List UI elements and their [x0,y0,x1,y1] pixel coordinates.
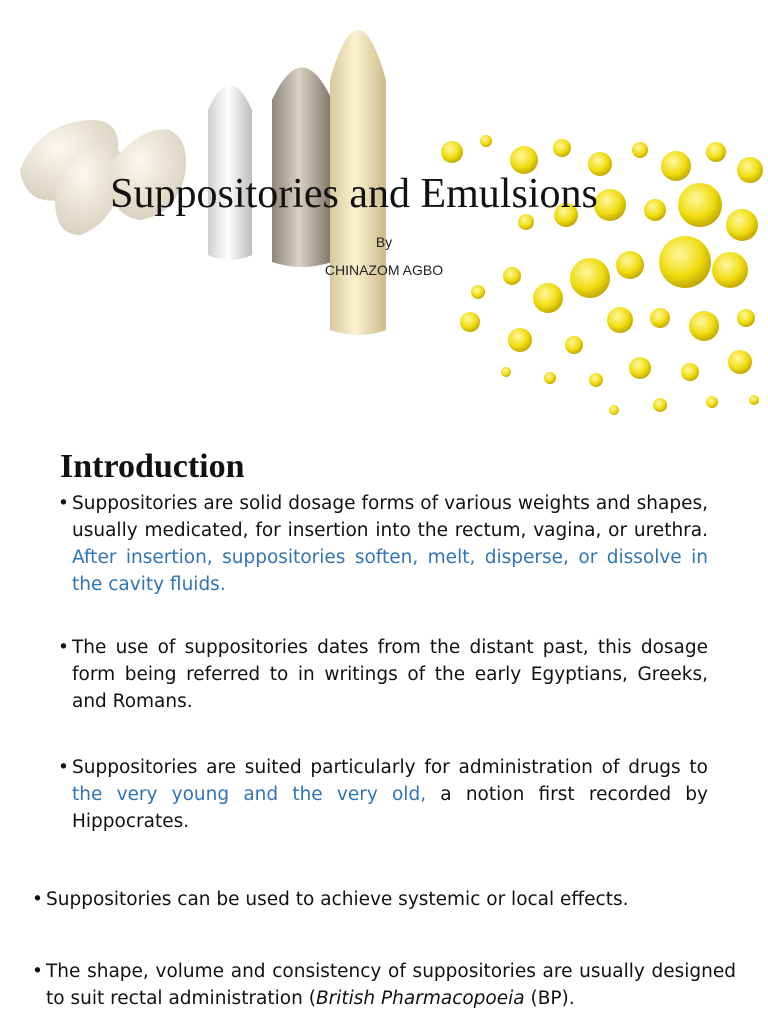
section-heading: Introduction [60,448,245,485]
slide-title: Suppositories and Emulsions [110,171,598,217]
author-name: CHINAZOM AGBO [324,262,444,278]
bullet-item: • Suppositories are solid dosage forms of various weights and shapes, usually medicated, for insertion into the rectum, vagina, or urethra. After insertion, suppositories soften, melt, disperse, or dissolve in the cavity fluids. [72,490,708,598]
bullet-dot: • [58,493,69,514]
bullet-dot: • [58,637,69,658]
byline: By [375,234,393,250]
bullet-item: • Suppositories are suited particularly for administration of drugs to the very young and the very old, a notion first recorded by Hippocrates. [72,754,708,835]
highlighted-text: the very young and the very old, [72,784,427,805]
bullet-item: • The shape, volume and consistency of suppositories are usually designed to suit rectal administration (British Pharmacopoeia (BP). [46,958,736,1012]
italic-citation: British Pharmacopoeia [315,988,525,1009]
title-slide [0,0,768,430]
bullet-dot: • [32,889,43,910]
highlighted-text: After insertion, suppositories soften, melt, disperse, or dissolve in the cavity fluids. [72,547,708,595]
bullet-item: • Suppositories can be used to achieve systemic or local effects. [46,886,736,913]
introduction-slide [0,430,768,1024]
bullet-dot: • [58,757,69,778]
bullet-dot: • [32,961,43,982]
bullet-item: • The use of suppositories dates from the distant past, this dosage form being referred to in writings of the early Egyptians, Greeks, and Romans. [72,634,708,715]
